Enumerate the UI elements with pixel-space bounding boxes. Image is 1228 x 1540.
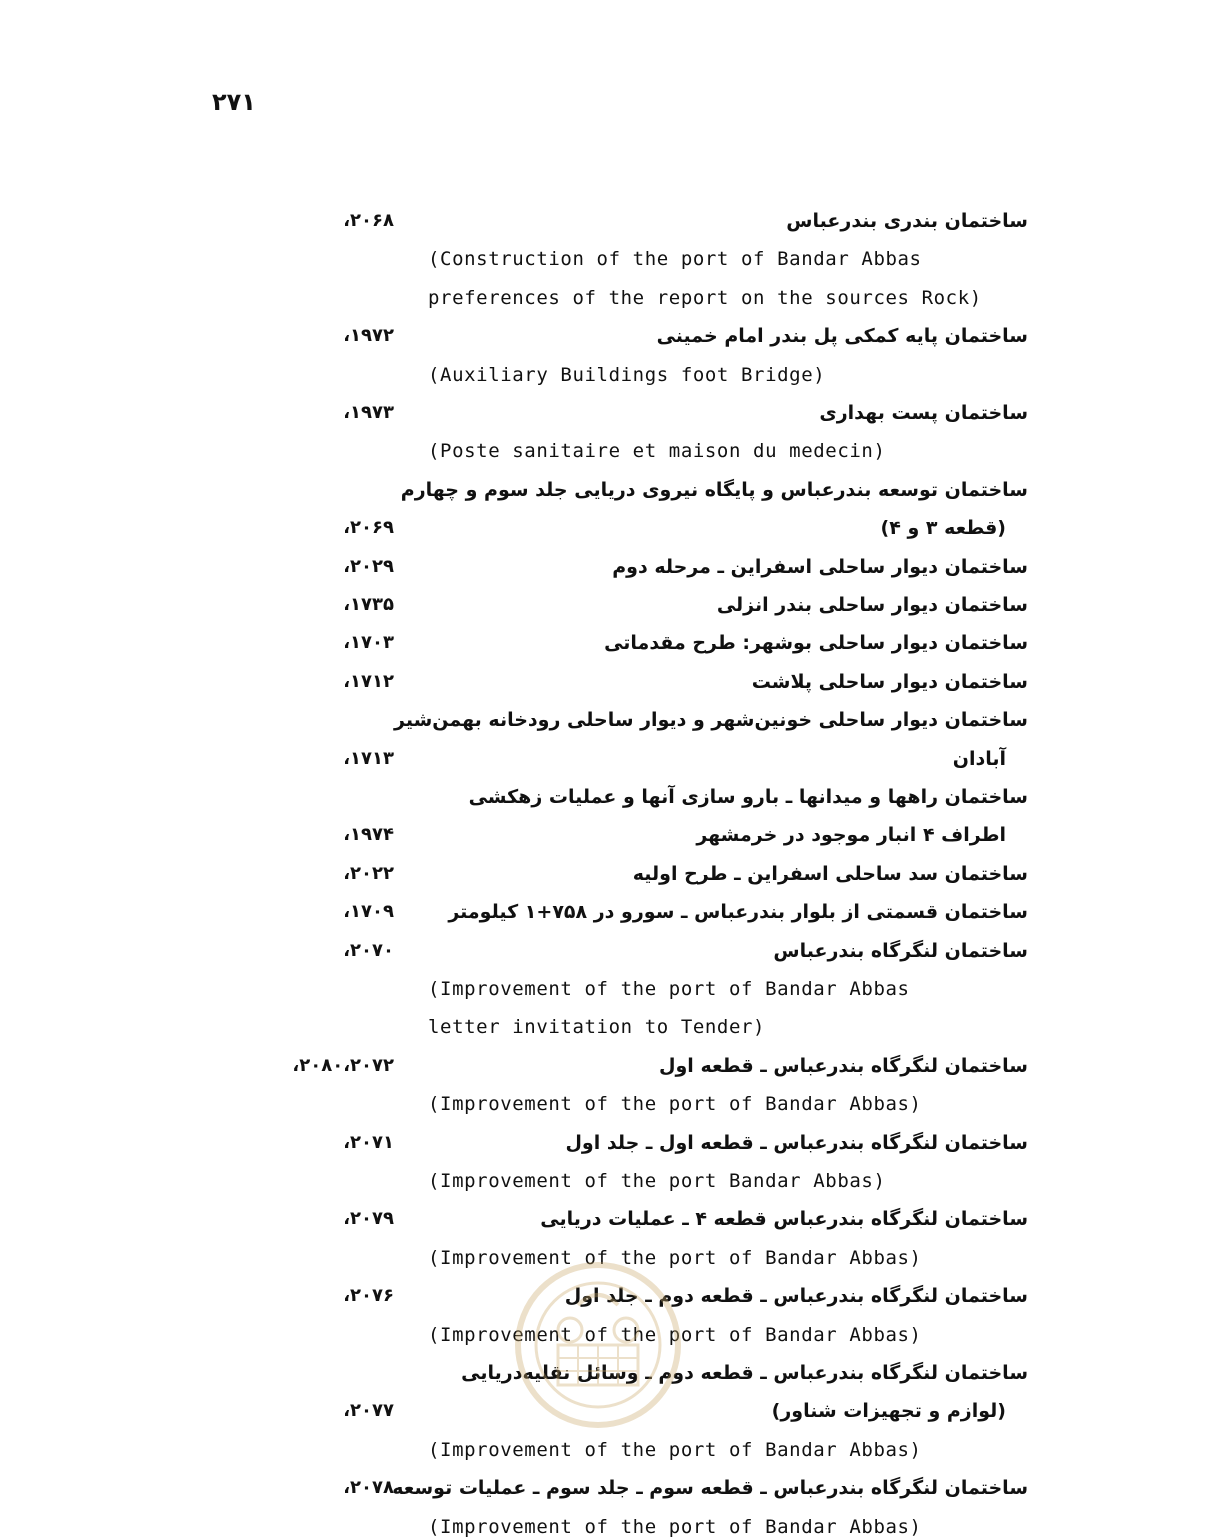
entry-reference-number: ۲۰۷۹، <box>343 1208 394 1229</box>
entry-title-en: (Poste sanitaire et maison du medecin) <box>428 440 886 462</box>
entry-reference-number: ۲۰۷۶، <box>343 1285 394 1306</box>
entry-title-en: (Improvement of the port of Bandar Abbas) <box>428 1247 922 1269</box>
entry-title-fa: ساختمان توسعه بندرعباس و پایگاه نیروی دریایی جلد سوم و چهارم <box>400 479 1028 501</box>
entry-title-fa: ساختمان دیوار ساحلی اسفراین ـ مرحله دوم <box>612 556 1028 578</box>
entry-title-en: (Improvement of the port of Bandar Abbas) <box>428 1516 922 1538</box>
entry-title-fa: ساختمان دیوار ساحلی پلاشت <box>751 671 1028 693</box>
entry-title-en: (Construction of the port of Bandar Abbas <box>428 248 922 270</box>
entry-reference-number: ۲۰۶۸، <box>343 210 394 231</box>
entry-title-fa: ساختمان لنگرگاه بندرعباس ـ قطعه اول <box>659 1055 1028 1077</box>
entry-title-fa: ساختمان قسمتی از بلوار بندرعباس ـ سورو در ۷۵۸+۱ کیلومتر <box>448 901 1028 923</box>
entry-title-fa: ساختمان لنگرگاه بندرعباس ـ قطعه دوم ـ جلد اول <box>564 1285 1028 1307</box>
entry-reference-number: ۲۰۷۰، <box>343 940 394 961</box>
entry-title-fa: ساختمان لنگرگاه بندرعباس ـ قطعه سوم ـ جلد سوم ـ عملیات توسعه <box>392 1477 1028 1499</box>
entry-reference-number: ۱۷۱۳، <box>343 748 394 769</box>
entry-reference-number: ۲۰۷۸، <box>343 1477 394 1498</box>
entry-reference-number: ۲۰۷۷، <box>343 1400 394 1421</box>
entry-title-fa: ساختمان لنگرگاه بندرعباس <box>773 940 1028 962</box>
entry-title-en: (Improvement of the port Bandar Abbas) <box>428 1170 886 1192</box>
entry-title-fa: ساختمان پست بهداری <box>819 402 1028 424</box>
entry-title-fa: اطراف ۴ انبار موجود در خرمشهر <box>696 824 1006 846</box>
entry-title-en: preferences of the report on the sources Rock) <box>428 287 982 309</box>
entry-title-en: (Improvement of the port of Bandar Abbas) <box>428 1093 922 1115</box>
entry-title-en: (Improvement of the port of Bandar Abbas <box>428 978 910 1000</box>
entry-title-fa: ساختمان دیوار ساحلی بندر انزلی <box>716 594 1028 616</box>
entry-title-en: letter invitation to Tender) <box>428 1016 766 1038</box>
entry-reference-number: ۲۰۲۲، <box>343 863 394 884</box>
entry-reference-number: ۱۷۰۹، <box>343 901 394 922</box>
entry-title-en: (Auxiliary Buildings foot Bridge) <box>428 364 826 386</box>
entry-title-fa: ساختمان سد ساحلی اسفراین ـ طرح اولیه <box>632 863 1028 885</box>
entry-title-fa: ساختمان پایه کمکی پل بندر امام خمینی <box>656 325 1028 347</box>
entry-title-fa: ساختمان دیوار ساحلی بوشهر: طرح مقدماتی <box>604 632 1028 654</box>
entry-title-en: (Improvement of the port of Bandar Abbas) <box>428 1439 922 1461</box>
entry-title-fa: ساختمان راهها و میدانها ـ بارو سازی آنها و عملیات زهکشی <box>468 786 1028 808</box>
entry-title-fa: ساختمان دیوار ساحلی خونین‌شهر و دیوار ساحلی رودخانه بهمن‌شیر <box>394 709 1028 731</box>
entry-title-fa: (قطعه ۳ و ۴) <box>880 517 1006 539</box>
entry-title-fa: (لوازم و تجهیزات شناور) <box>771 1400 1006 1422</box>
page-number: ۲۷۱ <box>212 88 256 116</box>
entry-reference-number: ۱۹۷۴، <box>343 824 394 845</box>
entry-title-fa: ساختمان لنگرگاه بندرعباس ـ قطعه دوم ـ وسائل نقلیه‌دریایی <box>461 1362 1028 1384</box>
entry-reference-number: ۲۰۲۹، <box>343 556 394 577</box>
entry-reference-number: ۲۰۶۹، <box>343 517 394 538</box>
entry-title-fa: آبادان <box>952 748 1006 770</box>
entry-title-fa: ساختمان بندری بندرعباس <box>786 210 1028 232</box>
entry-reference-number: ۱۹۷۳، <box>343 402 394 423</box>
entry-reference-number: ۱۹۷۲، <box>343 325 394 346</box>
entry-title-fa: ساختمان لنگرگاه بندرعباس ـ قطعه اول ـ جلد اول <box>565 1132 1028 1154</box>
entry-reference-number: ۱۷۳۵، <box>343 594 394 615</box>
entry-title-fa: ساختمان لنگرگاه بندرعباس قطعه ۴ ـ عملیات دریایی <box>540 1208 1028 1230</box>
entry-title-en: (Improvement of the port of Bandar Abbas) <box>428 1324 922 1346</box>
entry-reference-number: ۲۰۸۰،۲۰۷۲، <box>292 1055 394 1076</box>
entry-reference-number: ۱۷۰۳، <box>343 632 394 653</box>
entry-reference-number: ۱۷۱۲، <box>343 671 394 692</box>
entry-reference-number: ۲۰۷۱، <box>343 1132 394 1153</box>
